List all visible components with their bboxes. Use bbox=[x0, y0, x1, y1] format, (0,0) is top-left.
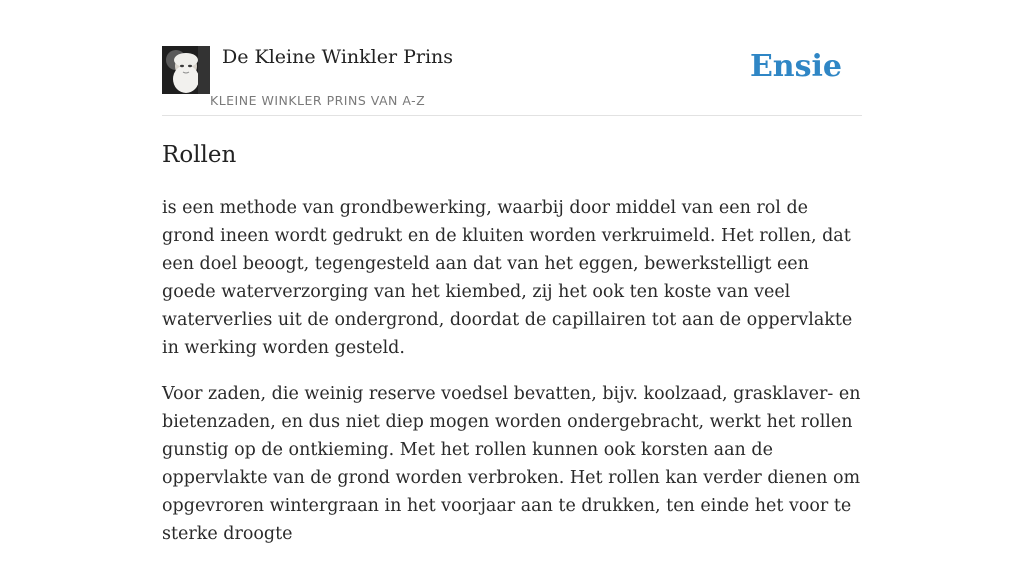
article-paragraph: is een methode van grondbewerking, waarbij door middel van een rol de grond ineen wordt gedrukt en de kluiten worden verkruimeld. Het rollen, dat een doel beoogt, tegengesteld aan dat van het eggen, bewerkstelligt een goede waterverzorging van het kiembed, zij het ook ten koste van veel waterverlies uit de ondergrond, doordat de capillairen tot aan de oppervlakte in werking worden gesteld. bbox=[162, 198, 853, 358]
source-header bbox=[162, 44, 862, 116]
article bbox=[162, 139, 862, 566]
article-paragraph: Voor zaden, die weinig reserve voedsel bevatten, bijv. koolzaad, grasklaver- en bietenzaden, en dus niet diep mogen worden ondergebracht, werkt het rollen gunstig op de ontkieming. Met het rollen kunnen ook korsten aan de oppervlakte van de grond worden verbroken. Het rollen kan verder dienen om opgevroren wintergraan in het voorjaar aan te drukken, ten einde het voor te sterke droogte bbox=[162, 384, 861, 544]
ensie-logo[interactable]: Ensie bbox=[749, 49, 842, 84]
article-title: Rollen bbox=[162, 142, 237, 168]
source-subtitle[interactable]: KLEINE WINKLER PRINS VAN A-Z bbox=[210, 93, 426, 108]
source-title[interactable]: De Kleine Winkler Prins bbox=[222, 46, 454, 68]
bearded-man-portrait-icon bbox=[162, 46, 210, 94]
author-avatar[interactable] bbox=[162, 46, 210, 94]
